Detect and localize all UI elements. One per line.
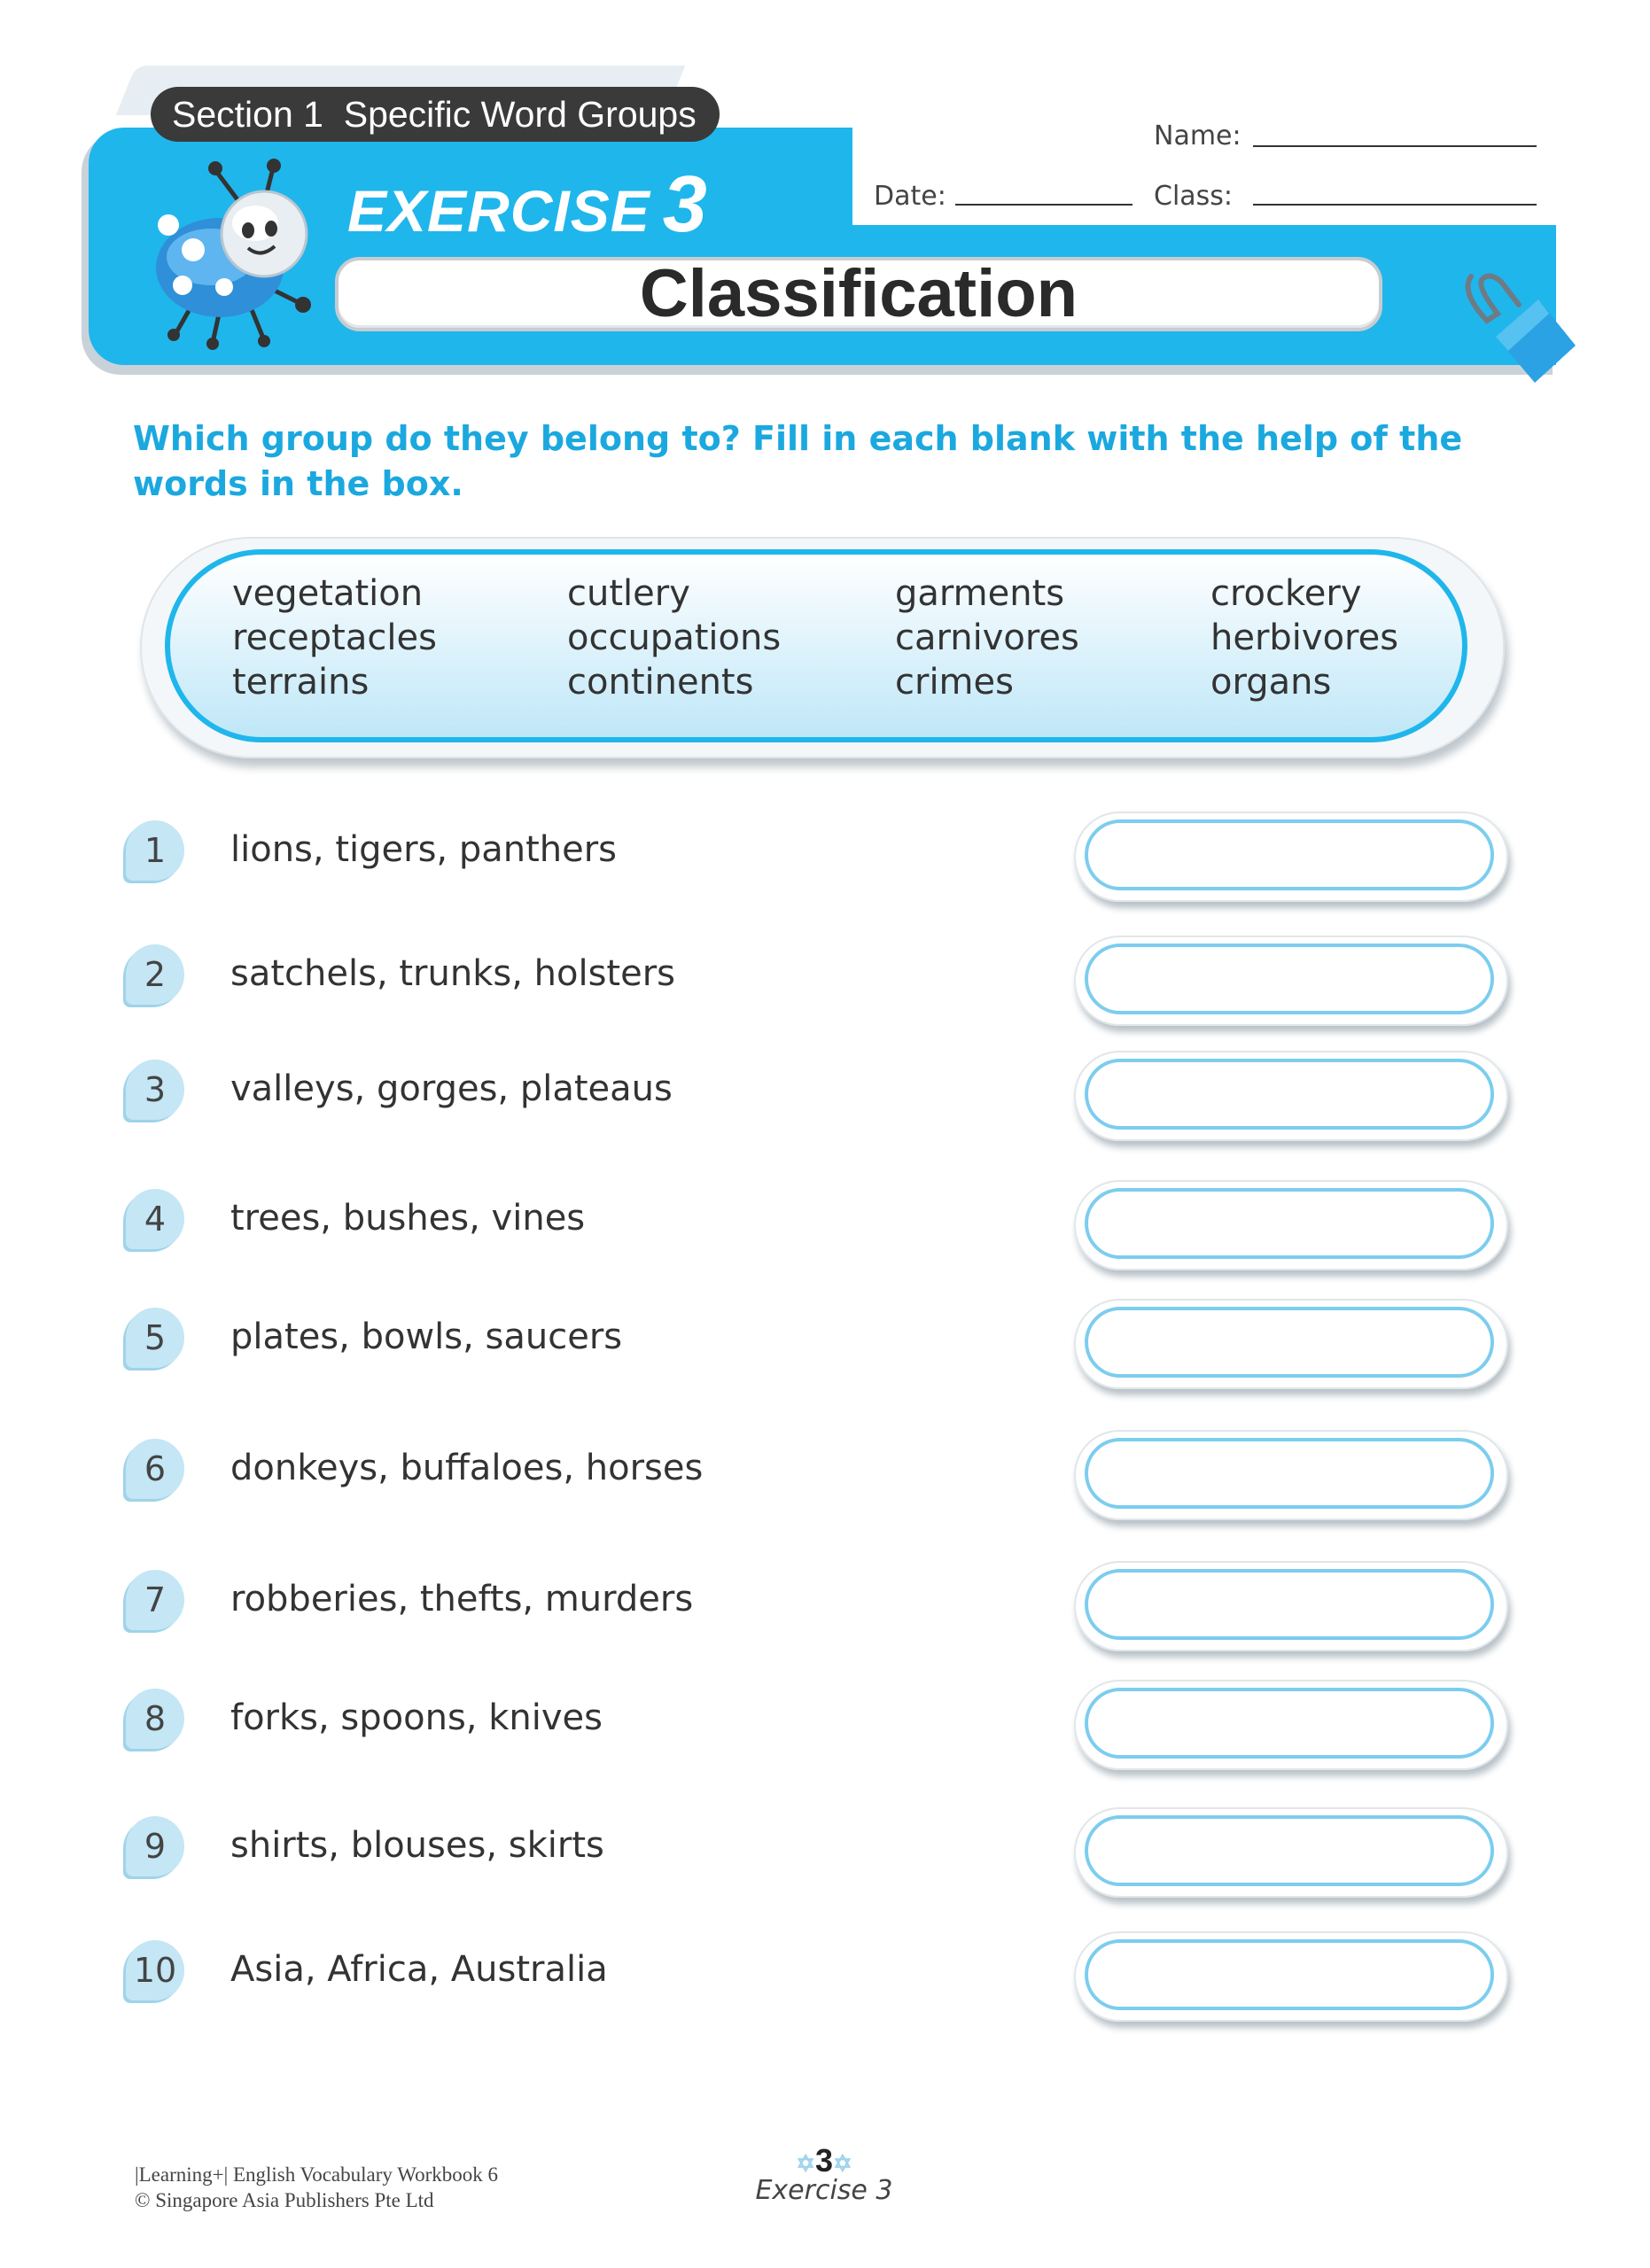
question-number-badge: 3	[126, 1060, 184, 1120]
exercise-label: EXERCISE	[347, 178, 650, 244]
question-text: valleys, gorges, plateaus	[230, 1068, 673, 1109]
word-box-word: occupations	[567, 617, 782, 658]
question-text: forks, spoons, knives	[230, 1697, 603, 1738]
answer-input[interactable]	[1085, 944, 1494, 1014]
instructions: Which group do they belong to? Fill in each blank with the help of the words in the box.	[133, 419, 1463, 503]
question-text: trees, bushes, vines	[230, 1198, 586, 1239]
date-field[interactable]	[955, 204, 1132, 206]
word-box-word: continents	[567, 662, 754, 703]
word-box-word: garments	[895, 573, 1065, 614]
answer-input[interactable]	[1085, 819, 1494, 890]
answer-input[interactable]	[1085, 1188, 1494, 1259]
word-box-column-4	[1210, 571, 1398, 704]
star-icon: ✡	[833, 2150, 852, 2177]
question-number-badge: 4	[126, 1189, 184, 1249]
word-box-column-3	[895, 571, 1079, 704]
answer-input[interactable]	[1085, 1939, 1494, 2010]
question-text: plates, bowls, saucers	[230, 1317, 623, 1357]
question-text: shirts, blouses, skirts	[230, 1825, 604, 1866]
word-box-word: vegetation	[232, 573, 424, 614]
question-text: lions, tigers, panthers	[230, 829, 618, 870]
footer-publication: |Learning+| English Vocabulary Workbook 6	[135, 2163, 498, 2186]
answer-input[interactable]	[1085, 1569, 1494, 1640]
class-label: Class:	[1154, 181, 1234, 212]
word-box-word: terrains	[232, 662, 370, 703]
binder-clip-icon	[1443, 262, 1584, 404]
page-number: 3	[814, 2142, 834, 2179]
question-number-badge: 5	[126, 1308, 184, 1368]
name-field[interactable]	[1253, 145, 1537, 147]
star-icon: ✡	[796, 2150, 815, 2177]
ladybug-mascot-icon	[131, 152, 344, 356]
word-box-word: herbivores	[1210, 617, 1399, 658]
question-text: Asia, Africa, Australia	[230, 1949, 608, 1990]
word-box-word: cutlery	[567, 573, 690, 614]
question-text: donkeys, buffaloes, horses	[230, 1448, 704, 1488]
question-text: robberies, thefts, murders	[230, 1579, 694, 1619]
page-label: Exercise 3	[755, 2175, 893, 2206]
word-box-word: carnivores	[895, 617, 1079, 658]
question-number-badge: 9	[126, 1816, 184, 1876]
word-box-word: crockery	[1210, 573, 1362, 614]
question-number-badge: 2	[126, 944, 184, 1005]
class-field[interactable]	[1253, 204, 1537, 206]
question-number-badge: 6	[126, 1439, 184, 1499]
answer-input[interactable]	[1085, 1307, 1494, 1378]
exercise-heading	[347, 159, 708, 251]
answer-input[interactable]	[1085, 1815, 1494, 1886]
answer-input[interactable]	[1085, 1059, 1494, 1130]
date-label: Date:	[874, 181, 946, 212]
answer-input[interactable]	[1085, 1688, 1494, 1759]
footer-publication-info	[135, 2162, 498, 2213]
question-number-badge: 8	[126, 1689, 184, 1749]
question-text: satchels, trunks, holsters	[230, 953, 675, 994]
word-box-column-1	[232, 571, 437, 704]
page-number-group	[780, 2142, 868, 2179]
word-box-word: receptacles	[232, 617, 437, 658]
question-number-badge: 10	[126, 1940, 184, 2000]
word-box-word: crimes	[895, 662, 1014, 703]
page-title: Classification	[639, 256, 1078, 331]
name-label: Name:	[1154, 120, 1241, 151]
answer-input[interactable]	[1085, 1438, 1494, 1509]
word-box-word: organs	[1210, 662, 1332, 703]
question-number-badge: 1	[126, 820, 184, 881]
section-tab: Section 1 Specific Word Groups	[151, 87, 720, 142]
exercise-number: 3	[662, 160, 708, 249]
question-number-badge: 7	[126, 1570, 184, 1630]
footer-copyright: © Singapore Asia Publishers Pte Ltd	[135, 2189, 434, 2211]
word-box-column-2	[567, 571, 781, 704]
